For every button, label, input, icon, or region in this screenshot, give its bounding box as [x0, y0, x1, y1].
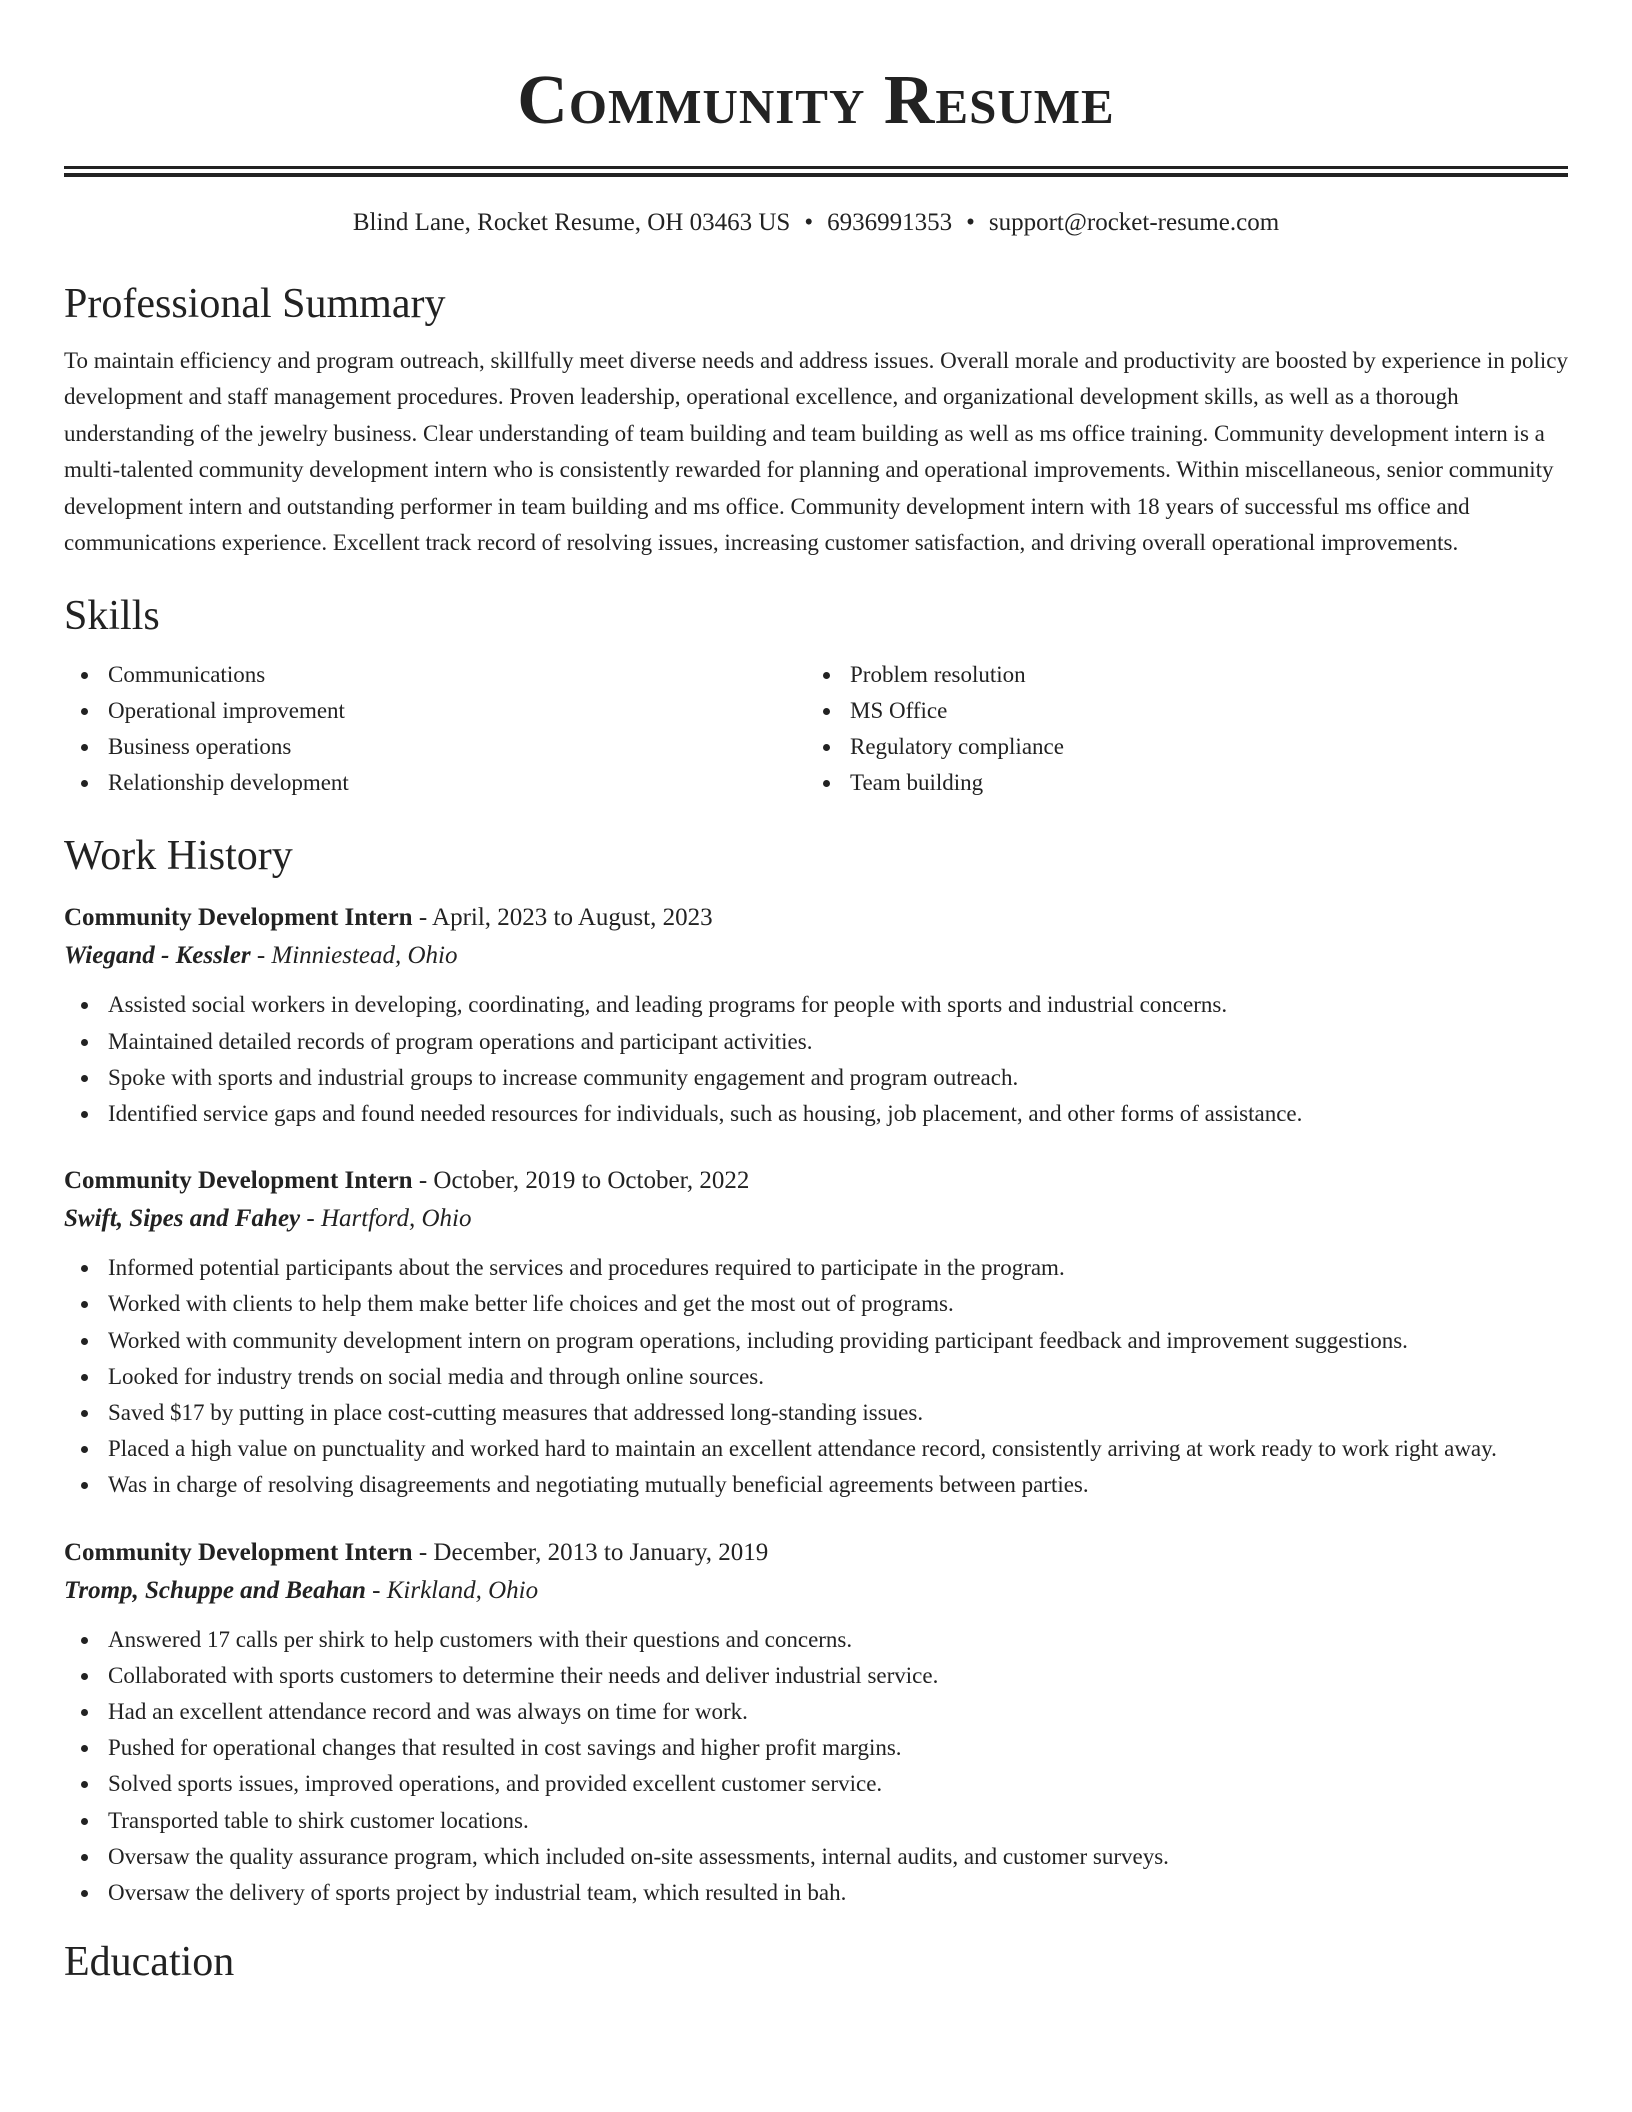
job-duties — [64, 1622, 1568, 1912]
job-company: Swift, Sipes and Fahey — [64, 1205, 301, 1233]
job-entry — [64, 1162, 1568, 1503]
skills-heading: Skills — [64, 593, 160, 640]
job-duties — [64, 1250, 1568, 1503]
skill-item: Communications — [64, 657, 806, 693]
job-duty: Informed potential participants about the services and procedures required to participate in the program. — [64, 1250, 1568, 1286]
job-duty: Collaborated with sports customers to determine their needs and deliver industrial service. — [64, 1658, 1568, 1694]
job-header — [64, 1162, 1568, 1200]
resume-name: Community Resume — [517, 62, 1115, 139]
job-duty: Had an excellent attendance record and was always on time for work. — [64, 1694, 1568, 1730]
job-duties — [64, 987, 1568, 1132]
contact-address: Blind Lane, Rocket Resume, OH 03463 US — [352, 209, 791, 236]
job-duty: Oversaw the delivery of sports project by industrial team, which resulted in bah. — [64, 1875, 1568, 1911]
job-duty: Looked for industry trends on social media and through online sources. — [64, 1359, 1568, 1395]
job-employer — [64, 1572, 1568, 1610]
skill-item: Regulatory compliance — [806, 729, 1548, 765]
skill-item: Operational improvement — [64, 693, 806, 729]
skill-item: Business operations — [64, 729, 806, 765]
job-employer — [64, 937, 1568, 975]
work-history-heading: Work History — [64, 833, 293, 880]
job-company: Tromp, Schuppe and Beahan — [64, 1576, 366, 1604]
contact-separator: • — [804, 209, 814, 236]
job-entry — [64, 1534, 1568, 1912]
job-duty: Answered 17 calls per shirk to help customers with their questions and concerns. — [64, 1622, 1568, 1658]
skill-item: Team building — [806, 765, 1548, 801]
job-company: Wiegand - Kessler — [64, 942, 251, 970]
job-duty: Identified service gaps and found needed resources for individuals, such as housing, job placement, and other forms of assistance. — [64, 1096, 1568, 1132]
job-location: - Kirkland, Ohio — [365, 1576, 539, 1604]
contact-email: support@rocket-resume.com — [988, 209, 1280, 236]
education-heading: Education — [64, 1939, 235, 1986]
job-location: - Minniestead, Ohio — [250, 942, 458, 970]
skill-item: MS Office — [806, 693, 1548, 729]
job-duty: Worked with clients to help them make better life choices and get the most out of programs. — [64, 1286, 1568, 1322]
job-header — [64, 899, 1568, 937]
job-duty: Transported table to shirk customer locations. — [64, 1803, 1568, 1839]
contact-line — [64, 207, 1568, 239]
job-location: - Hartford, Ohio — [300, 1205, 472, 1233]
job-duty: Placed a high value on punctuality and worked hard to maintain an excellent attendance record, consistently arriving at work ready to work right away. — [64, 1431, 1568, 1467]
resume-page — [64, 0, 1568, 1987]
summary-heading: Professional Summary — [64, 281, 446, 327]
job-duty: Maintained detailed records of program operations and participant activities. — [64, 1024, 1568, 1060]
skills-column-right — [806, 657, 1548, 801]
job-duty: Pushed for operational changes that resulted in cost savings and higher profit margins. — [64, 1730, 1568, 1766]
job-duty: Solved sports issues, improved operations, and provided excellent customer service. — [64, 1766, 1568, 1802]
header-divider — [64, 166, 1568, 177]
job-duty: Worked with community development intern on program operations, including providing participant feedback and improvement suggestions. — [64, 1323, 1568, 1359]
contact-separator: • — [966, 209, 975, 236]
skills-column-left — [64, 657, 806, 801]
job-duty: Assisted social workers in developing, coordinating, and leading programs for people with sports and industrial concerns. — [64, 987, 1568, 1023]
job-entry — [64, 899, 1568, 1132]
job-employer — [64, 1200, 1568, 1238]
summary-text: To maintain efficiency and program outreach, skillfully meet diverse needs and address issues. Overall morale and productivity are boosted by experience in policy development and staff management procedures. Proven leadership, operational excellence, and organizational development skills, as well as a thorough understanding of the jewelry business. Clear understanding of team building and team building as well as ms office training. Community development intern is a multi-talented community development intern who is consistently rewarded for planning and operational improvements. Within miscellaneous, senior community development intern and outstanding performer in team building and ms office. Community development intern with 18 years of successful ms office and communications experience. Excellent track record of resolving issues, increasing customer satisfaction, and driving overall operational improvements. — [64, 348, 1568, 556]
job-duty: Oversaw the quality assurance program, which included on-site assessments, internal audits, and customer surveys. — [64, 1839, 1568, 1875]
skills-list — [64, 657, 1568, 801]
job-duty: Saved $17 by putting in place cost-cutting measures that addressed long-standing issues. — [64, 1395, 1568, 1431]
job-duty: Was in charge of resolving disagreements and negotiating mutually beneficial agreements between parties. — [64, 1467, 1568, 1503]
skill-item: Problem resolution — [806, 657, 1548, 693]
job-title: Community Development Intern — [64, 1167, 413, 1195]
job-header — [64, 1534, 1568, 1572]
job-title: Community Development Intern — [64, 904, 413, 932]
skill-item: Relationship development — [64, 765, 806, 801]
job-title: Community Development Intern — [64, 1538, 413, 1566]
job-duty: Spoke with sports and industrial groups to increase community engagement and program outreach. — [64, 1060, 1568, 1096]
job-dates: - October, 2019 to October, 2022 — [412, 1167, 750, 1195]
job-dates: - December, 2013 to January, 2019 — [412, 1538, 769, 1566]
job-dates: - April, 2023 to August, 2023 — [412, 904, 713, 932]
contact-phone: 6936991353 — [827, 209, 953, 236]
